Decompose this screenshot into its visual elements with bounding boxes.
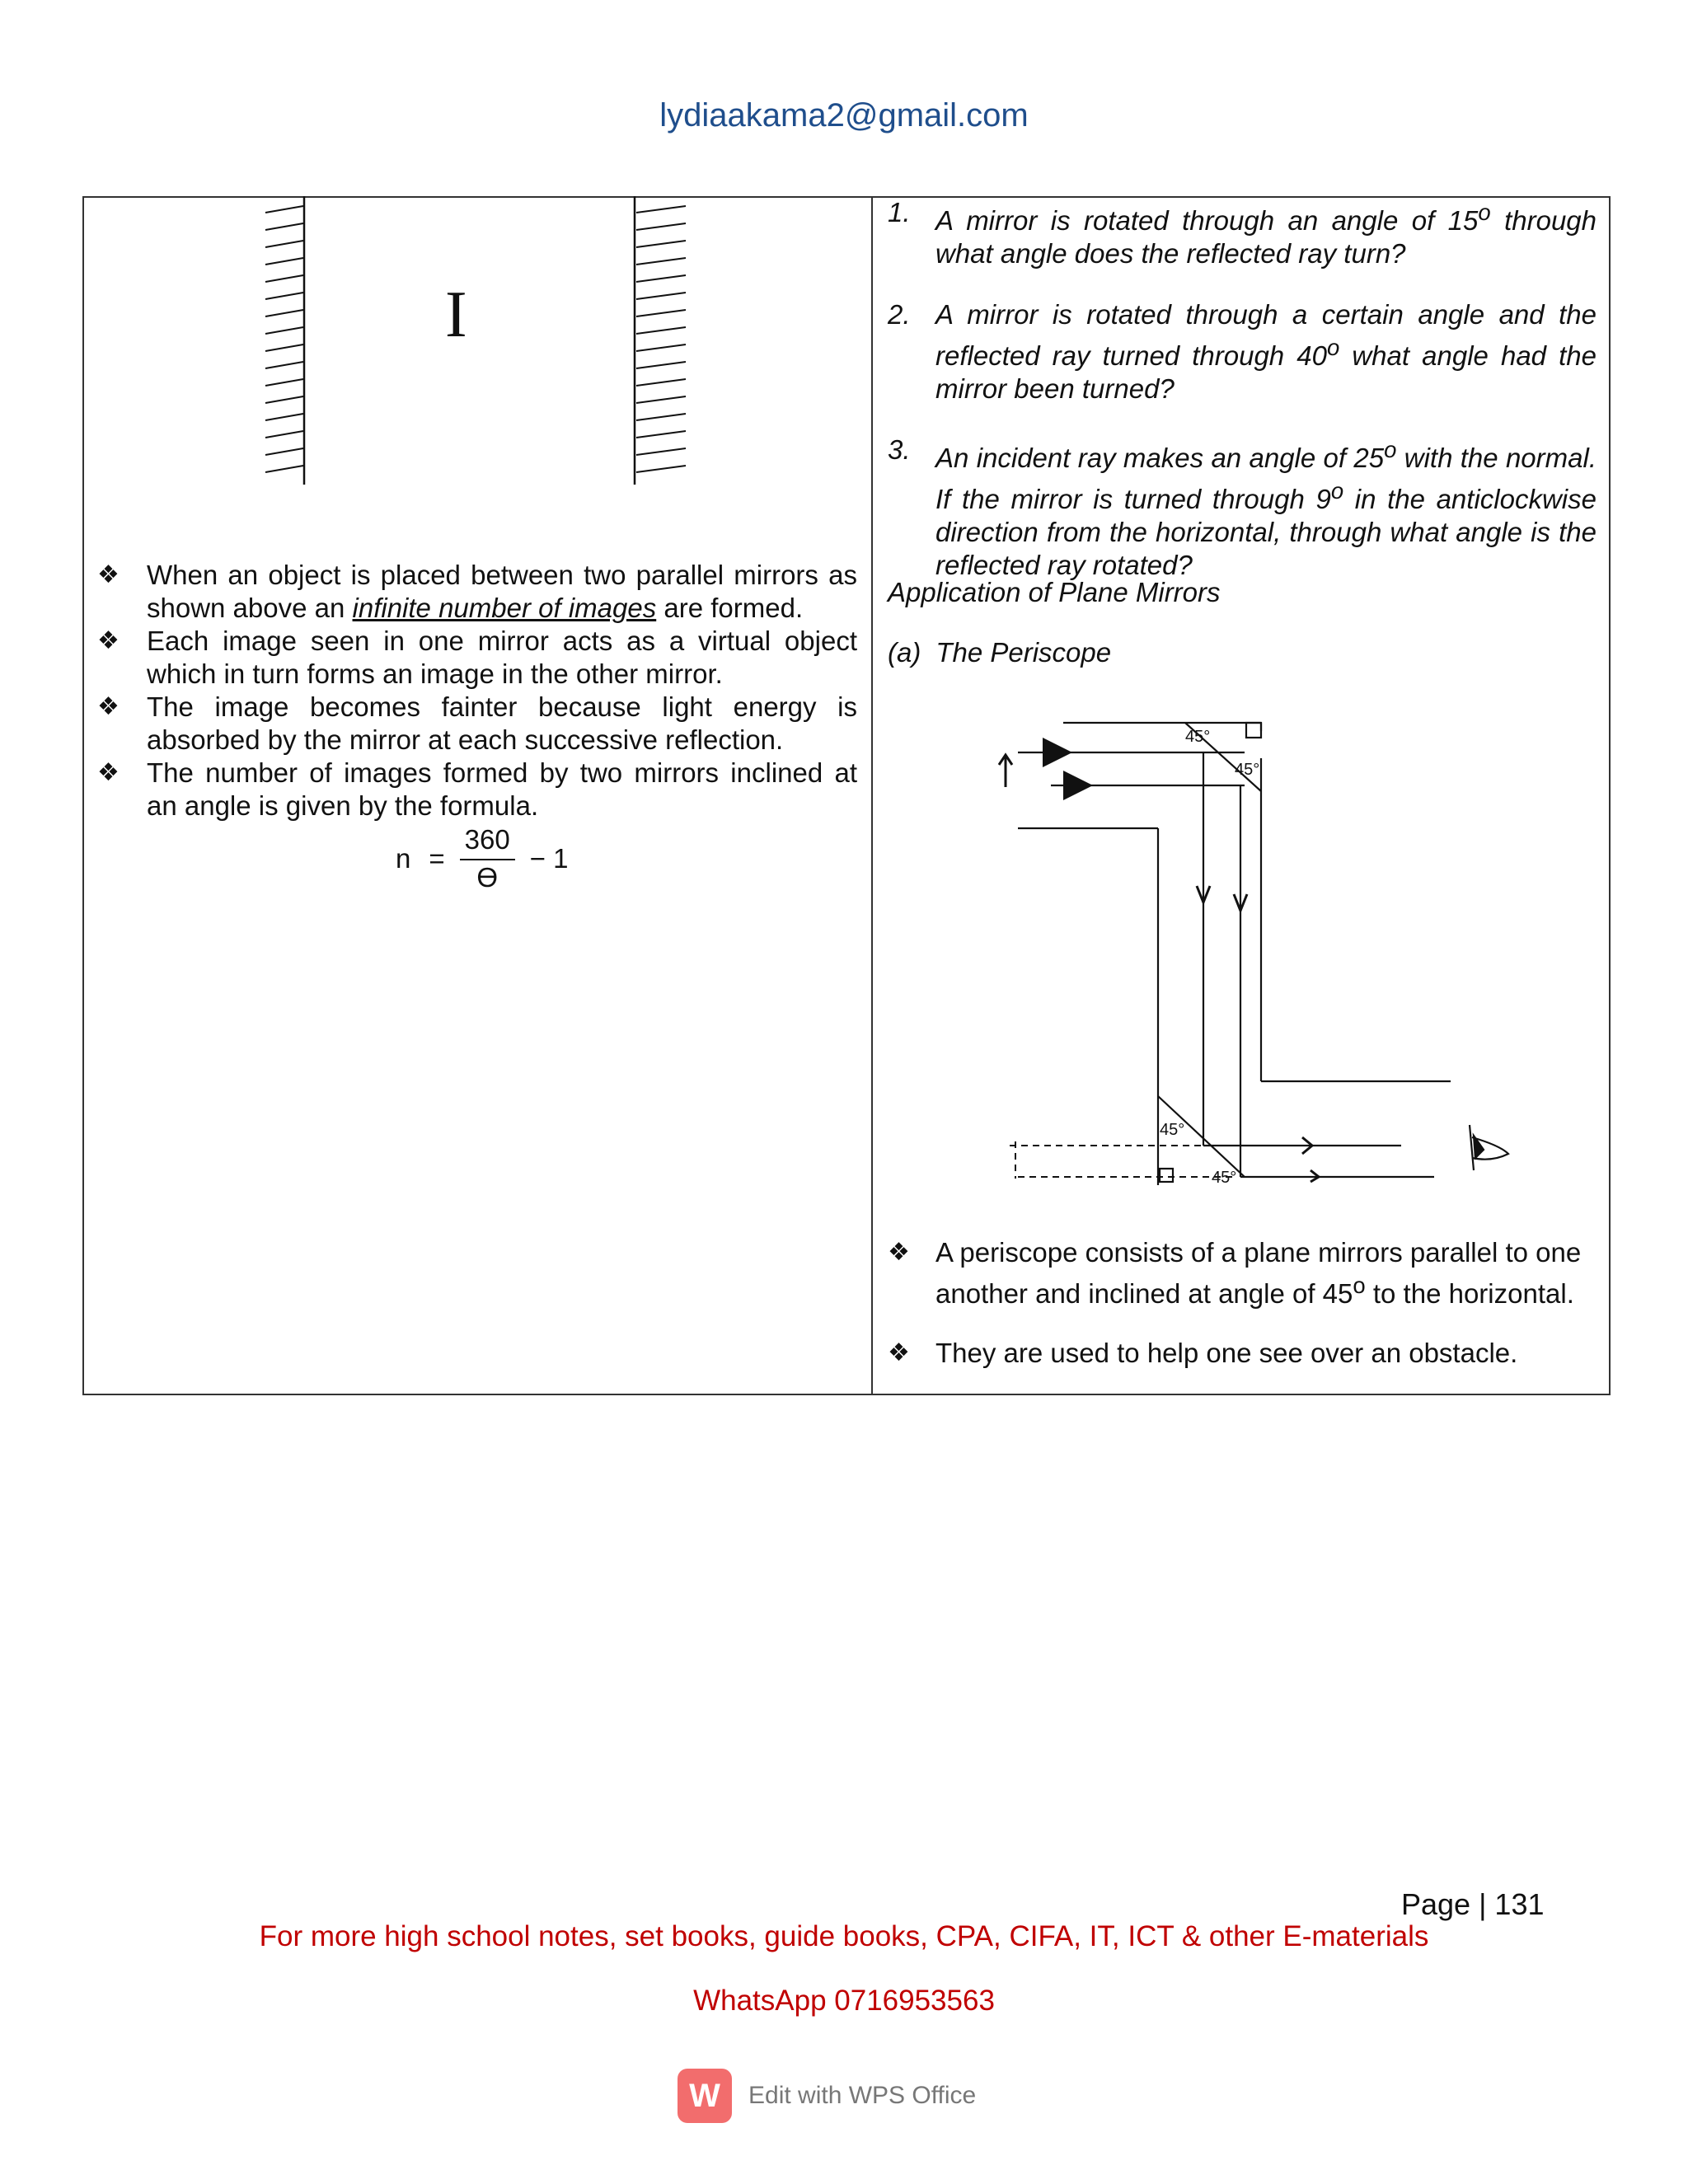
list-item: ❖ They are used to help one see over an obstacle. [888, 1338, 1518, 1368]
promo-line: For more high school notes, set books, guide books, CPA, CIFA, IT, ICT & other E-materials [259, 1920, 1429, 1952]
emphasis-text: infinite number of images [352, 593, 657, 623]
header-email: lydiaakama2@gmail.com [659, 97, 1029, 134]
application-heading: Application of Plane Mirrors [888, 577, 1221, 607]
angle-label: 45° [1185, 728, 1211, 746]
bullet-diamond-icon: ❖ [97, 692, 120, 721]
list-item: ❖ A periscope consists of a plane mirrors parallel to one another and inclined at angle of 45$^o$ to the horizontal. [888, 1237, 1582, 1309]
list-item: ❖ The number of images formed by two mirrors inclined at an angle is given by the formula. [97, 757, 857, 821]
list-item: ❖ When an object is placed between two parallel mirrors as shown above an infinite number of images are formed. [97, 560, 857, 623]
questions-list [886, 196, 1597, 610]
wps-edit-button[interactable] [678, 2069, 976, 2123]
angle-label: 45° [1160, 1121, 1185, 1139]
bullet-diamond-icon: ❖ [888, 1238, 910, 1267]
left-bullets [97, 559, 857, 823]
angle-label: 45° [1212, 1169, 1237, 1187]
images-formula: n = $\frac{360}{ϴ}$ − 1 [396, 824, 569, 893]
wps-logo-icon: W [678, 2069, 732, 2123]
question-item: 2. A mirror is rotated through a certain angle and the reflected ray turned through 40$^o$ what angle had the mirror been turned? [888, 299, 1597, 404]
bullet-diamond-icon: ❖ [888, 1338, 910, 1367]
question-item: 3. An incident ray makes an angle of 25$^o$ with the normal. If the mirror is turned through 9$^o$ in the anticlockwise direction from the horizontal, through what angle is the reflected ray rotated? [888, 434, 1597, 580]
parallel-mirrors-diagram [247, 196, 709, 493]
column-divider [871, 196, 873, 1395]
bullet-diamond-icon: ❖ [97, 758, 120, 787]
question-item: 1. A mirror is rotated through an angle of 15$^o$ through what angle does the reflected ray turn? [888, 197, 1597, 269]
angle-label: 45° [1235, 761, 1260, 779]
eye-icon [1470, 1125, 1508, 1170]
list-item: ❖ Each image seen in one mirror acts as a virtual object which in turn forms an image in the other mirror. [97, 626, 857, 689]
bullet-diamond-icon: ❖ [97, 560, 120, 589]
periscope-heading: (a) The Periscope [888, 637, 1112, 668]
list-item: ❖ The image becomes fainter because light energy is absorbed by the mirror at each successive reflection. [97, 691, 857, 755]
page-number: Page | 131 [1401, 1887, 1545, 1921]
formula-fraction: $\frac{360}{ϴ}$ [460, 824, 515, 893]
bullet-diamond-icon: ❖ [97, 626, 120, 655]
right-bullets [888, 1236, 1598, 1396]
periscope-diagram [973, 709, 1533, 1203]
wps-edit-label: Edit with WPS Office [748, 2082, 977, 2109]
whatsapp-line: WhatsApp 0716953563 [693, 1985, 995, 2017]
object-letter: I [445, 279, 467, 351]
